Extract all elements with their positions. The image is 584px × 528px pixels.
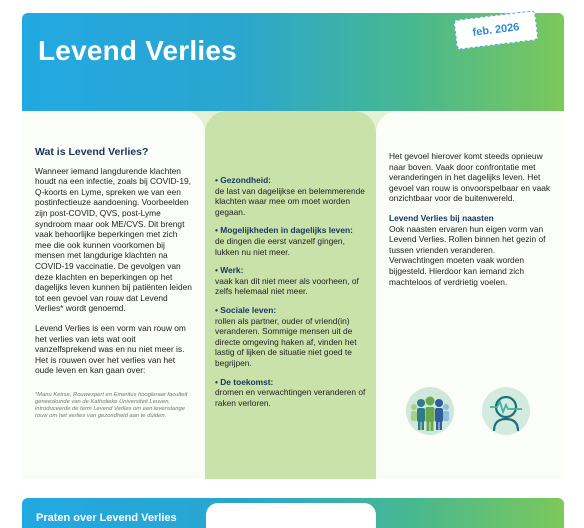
section-heading: Wat is Levend Verlies? <box>35 146 149 158</box>
list-item-text: vaak kan dit niet meer als voorheen, of zelfs helemaal niet meer. <box>215 275 359 297</box>
list-item <box>215 175 368 217</box>
group-of-people-icon <box>406 387 454 435</box>
content-panel <box>22 111 564 479</box>
next-section-title: Praten over Levend Verlies <box>36 512 177 524</box>
next-section-banner <box>22 498 564 528</box>
column-intro <box>22 111 205 479</box>
sub-heading: Levend Verlies bij naasten <box>389 212 494 223</box>
column-losses <box>205 111 376 479</box>
list-item-title: • Gezondheid: <box>215 175 271 185</box>
person-with-heartbeat-icon <box>482 387 530 435</box>
list-item-text: rollen als partner, ouder of vriend(in) veranderen. Sommige mensen uit de directe omgeving haken af, vinden het lastig of lijken de situatie niet goed te begrijpen. <box>215 315 357 368</box>
list-item-title: • De toekomst: <box>215 376 274 387</box>
date-tag: feb. 2026 <box>453 10 538 50</box>
definition-paragraph: Levend Verlies is een vorm van rouw om het verlies van iets wat ooit vanzelfsprekend was en nu niet meer is. Het is rouwen over het verlies van het oude leven en kan gaan over: <box>35 322 186 376</box>
next-section-tab <box>206 503 376 528</box>
list-item <box>215 305 368 369</box>
list-item-text: de last van dagelijkse en belemmerende klachten waar mee om moet worden gegaan. <box>215 185 365 217</box>
page-title: Levend Verlies <box>38 35 237 66</box>
list-item-text: de dingen die eerst vanzelf gingen, lukken nu niet meer. <box>215 235 345 257</box>
list-item <box>215 265 368 297</box>
column-feelings <box>376 111 564 479</box>
relatives-paragraph: Ook naasten ervaren hun eigen vorm van Levend Verlies. Rollen binnen het gezin of tussen vrienden veranderen. Verwachtingen moeten vaak worden bijgesteld. Hierdoor kan iemand zich machteloos of verdrietig voelen. <box>389 223 546 287</box>
list-item-title: • Mogelijkheden in dagelijks leven: <box>215 225 353 236</box>
list-item <box>215 225 368 257</box>
footnote: *Manu Keirse, Rouwexpert en Emeritus hoogleraar faculteit geneeskunde van de Katholieke Universiteit Leuven, introduceerde de term Levend Verlies om een levenslange rouw om het verlies van gezondheid aan te duiden. <box>35 391 188 419</box>
feelings-paragraph: Het gevoel hierover komt steeds opnieuw naar boven. Vaak door confrontatie met veranderingen in het dagelijks leven. Het gevoel van rouw is onvoorspelbaar en vaak onzichtbaar voor de buitenwereld. <box>389 151 551 204</box>
icon-row <box>406 387 536 442</box>
list-item-title: • Sociale leven: <box>215 304 277 315</box>
intro-paragraph: Wanneer iemand langdurende klachten houdt na een infectie, zoals bij COVID-19, Q-koorts en Lyme, spreken we van een postinfectieuze aandoening. Voorbeelden zijn post-COVID, QVS, post-Lyme syndroom maar ook ME/CVS. Dit brengt vaak behoorlijke beperkingen met zich mee die ook kunnen voorkomen bij mensen met langdurige klachten na COVID-19 vaccinatie. De gevolgen van deze klachten en beperkingen op het dagelijks leven kunnen bij patiënten leiden tot een gevoel van rouw dat Levend Verlies* wordt genoemd. <box>35 165 192 314</box>
list-item <box>215 377 368 409</box>
list-item-text: dromen en verwachtingen veranderen of raken verloren. <box>215 387 366 408</box>
list-item-title: • Werk: <box>215 265 244 276</box>
